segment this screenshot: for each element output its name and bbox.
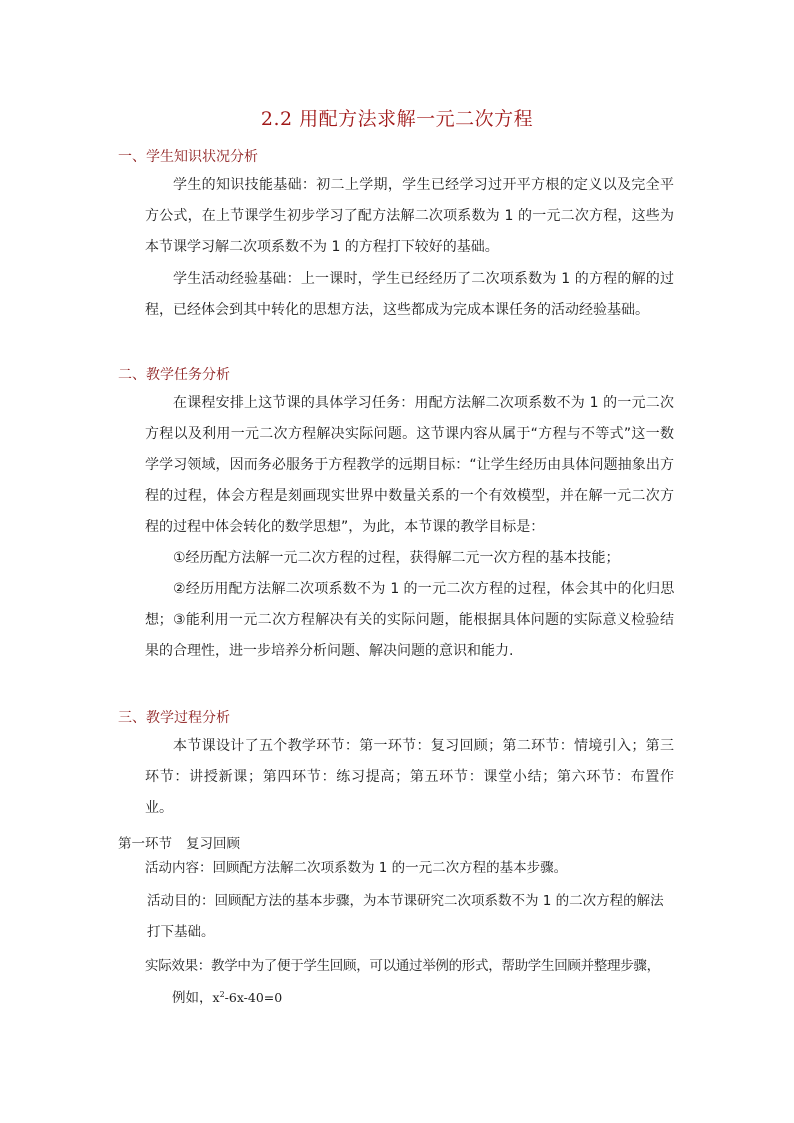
section-heading-teaching-task: 二、教学任务分析: [118, 367, 230, 383]
activity-goal-text: 回顾配方法的基本步骤，为本节课研究二次项系数不为 1 的二次方程的解法: [214, 893, 664, 909]
actual-effect-text: 教学中为了便于学生回顾，可以通过举例的形式，帮助学生回顾并整理步骤，: [211, 958, 660, 974]
equation-variable: x: [212, 990, 220, 1005]
paragraph-activity-experience: 学生活动经验基础：上一课时，学生已经经历了二次项系数为 1 的方程的解的过程，已经体会到其中转化的思想方法，这些都成为完成本课任务的活动经验基础。: [145, 271, 674, 318]
teaching-goal-3: ③能利用一元二次方程解决有关的实际问题，能根据具体问题的实际意义检验结果的合理性，进一步培养分析问题、解决问题的意识和能力.: [145, 612, 674, 659]
equation-rest: -6x-40=0: [224, 990, 283, 1005]
step-1-activity-goal-continued: 打下基础。: [147, 924, 215, 940]
step-1-actual-effect: [145, 951, 660, 982]
section-heading-teaching-process: 三、教学过程分析: [118, 710, 230, 726]
step-1-activity-content: [145, 853, 567, 884]
step-1-activity-goal: [147, 886, 664, 917]
step-1-name: 复习回顾: [186, 836, 240, 852]
document-title: 2.2 用配方法求解一元二次方程: [260, 108, 534, 130]
paragraph-knowledge-basis: 学生的知识技能基础：初二上学期，学生已经学习过开平方根的定义以及完全平方公式，在上节课学生初步学习了配方法解二次项系数为 1 的一元二次方程，这些为本节课学习解二次项系数不为 1 的方程打下较好的基础。: [145, 177, 674, 255]
actual-effect-label: 实际效果：: [145, 958, 211, 974]
activity-content-text: 回顾配方法解二次项系数为 1 的一元二次方程的基本步骤。: [212, 860, 568, 876]
activity-goal-label: 活动目的：: [147, 893, 215, 909]
paragraph-process-overview: 本节课设计了五个教学环节：第一环节：复习回顾；第二环节：情境引入；第三环节：讲授新课；第四环节：练习提高；第五环节：课堂小结；第六环节：布置作业。: [145, 738, 674, 816]
example-equation: [213, 990, 283, 1005]
activity-content-label: 活动内容：: [145, 860, 213, 876]
step-1-example: [172, 982, 282, 1014]
teaching-goal-1: ①经历配方法解一元二次方程的过程，获得解二元一次方程的基本技能；: [173, 550, 620, 566]
step-1-heading: [118, 832, 240, 852]
step-1-label: 第一环节: [118, 836, 172, 852]
example-prefix: 例如，: [172, 990, 213, 1006]
paragraph-task-analysis: 在课程安排上这节课的具体学习任务：用配方法解二次项系数不为 1 的一元二次方程以及利用一元二次方程解决实际问题。这节课内容从属于“方程与不等式”这一数学学习领域，因而务必服务于方程教学的远期目标：“让学生经历由具体问题抽象出方程的过程，体会方程是刻画现实世界中数量关系的一个有效模型，并在解一元二次方程的过程中体会转化的数学思想”，为此，本节课的教学目标是：: [145, 395, 674, 535]
section-heading-student-knowledge: 一、学生知识状况分析: [118, 149, 258, 165]
teaching-goal-2: ②经历用配方法解二次项系数不为 1 的一元二次方程的过程，体会其中的化归思想；: [145, 581, 674, 628]
equation-exponent: 2: [219, 989, 225, 999]
